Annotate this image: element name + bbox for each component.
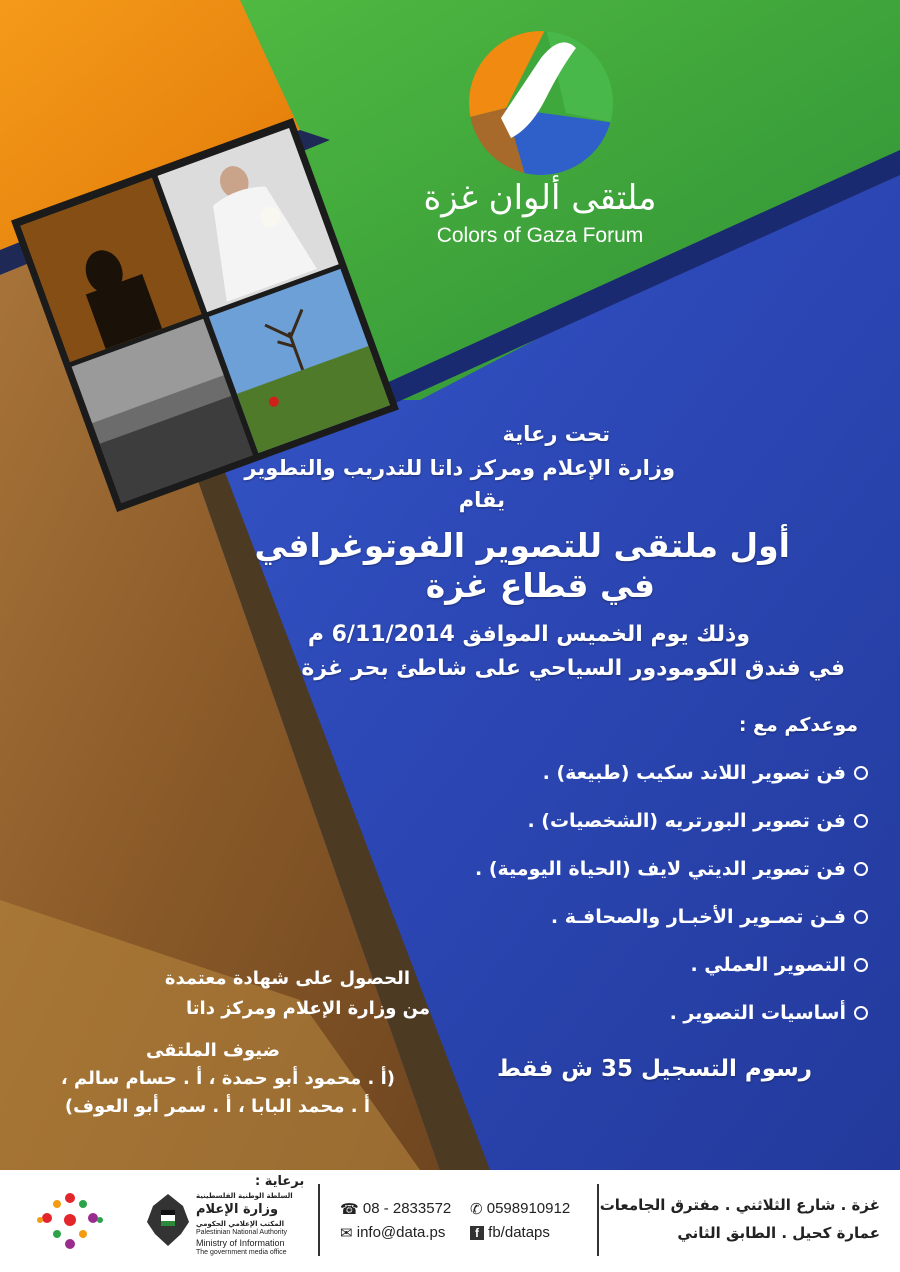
facebook-contact bbox=[470, 1224, 550, 1241]
sponsor-organizes: يقام bbox=[458, 488, 505, 512]
mobile-icon: ✆ bbox=[470, 1201, 483, 1219]
logo-title-en: Colors of Gaza Forum bbox=[436, 224, 644, 247]
guests-line2: أ . محمد البابا ، أ . سمر أبو العوف) bbox=[64, 1096, 370, 1117]
topic-item bbox=[551, 906, 868, 928]
photo-collage bbox=[0, 0, 900, 520]
mobile-number: 0598910912 bbox=[486, 1200, 571, 1217]
address-line1: غزة . شارع الثلاثني . مفترق الجامعات bbox=[599, 1196, 880, 1214]
sponsor-under: تحت رعاية bbox=[502, 422, 610, 446]
guests-line1: (أ . محمود أبو حمدة ، أ . حسام سالم ، bbox=[60, 1068, 395, 1089]
email-contact bbox=[340, 1224, 445, 1242]
topic-label: فن تصوير الديتي لايف (الحياة اليومية) . bbox=[475, 858, 846, 880]
topic-item bbox=[690, 954, 868, 976]
bullet-icon bbox=[854, 958, 868, 972]
data-center-logo bbox=[35, 1190, 105, 1252]
phone-number: 08 - 2833572 bbox=[362, 1200, 452, 1217]
topic-item bbox=[475, 858, 868, 880]
certificate-line1: الحصول على شهادة معتمدة bbox=[164, 968, 410, 989]
topic-label: التصوير العملي . bbox=[690, 954, 846, 976]
topic-label: فن تصوير اللاند سكيب (طبيعة) . bbox=[542, 762, 846, 784]
sponsor-orgs: وزارة الإعلام ومركز داتا للتدريب والتطوير bbox=[244, 456, 675, 480]
ministry-en2: Ministry of Information bbox=[196, 1238, 285, 1248]
guests-heading: ضيوف الملتقى bbox=[145, 1040, 280, 1061]
patronage-label: برعاية : bbox=[255, 1174, 305, 1189]
phone-icon: ☎ bbox=[340, 1201, 359, 1219]
topic-label: فـن تصـوير الأخبـار والصحافـة . bbox=[550, 906, 846, 928]
email-icon: ✉ bbox=[340, 1225, 353, 1243]
ministry-ar-small: السلطة الوطنية الفلسطينية bbox=[196, 1192, 293, 1200]
ministry-ar: وزارة الإعلام bbox=[196, 1202, 279, 1217]
event-title-line2: في قطاع غزة bbox=[425, 566, 655, 605]
topic-item bbox=[527, 810, 868, 832]
email-address: info@data.ps bbox=[356, 1224, 446, 1241]
ministry-sub: المكتب الإعلامي الحكومي bbox=[196, 1220, 285, 1228]
topic-label: فن تصوير البورتريه (الشخصيات) . bbox=[527, 810, 846, 832]
event-venue: في فندق الكومودور السياحي على شاطئ بحر غزة bbox=[301, 656, 845, 681]
facebook-handle: fb/dataps bbox=[488, 1224, 550, 1241]
bullet-icon bbox=[854, 862, 868, 876]
logo-title-ar: ملتقى ألوان غزة bbox=[423, 178, 657, 218]
topic-item bbox=[670, 1002, 868, 1024]
facebook-icon: f bbox=[470, 1226, 484, 1240]
ministry-en3: The government media office bbox=[196, 1249, 287, 1256]
topic-item bbox=[543, 762, 868, 784]
topics-heading: موعدكم مع : bbox=[738, 714, 858, 736]
ministry-emblem-icon bbox=[145, 1192, 191, 1248]
event-title-line1: أول ملتقى للتصوير الفوتوغرافي bbox=[254, 526, 790, 565]
bullet-icon bbox=[854, 766, 868, 780]
mobile-contact bbox=[470, 1200, 570, 1218]
ministry-en1: Palestinian National Authority bbox=[196, 1229, 288, 1236]
forum-logo bbox=[466, 28, 616, 178]
phone-contact bbox=[340, 1200, 451, 1218]
event-date: وذلك يوم الخميس الموافق 6/11/2014 م bbox=[307, 622, 750, 647]
bullet-icon bbox=[854, 910, 868, 924]
bullet-icon bbox=[854, 814, 868, 828]
topic-label: أساسيات التصوير . bbox=[669, 1002, 846, 1024]
bullet-icon bbox=[854, 1006, 868, 1020]
certificate-line2: من وزارة الإعلام ومركز داتا bbox=[186, 998, 430, 1019]
footer-divider bbox=[318, 1184, 320, 1256]
registration-fee: رسوم التسجيل 35 ش فقط bbox=[497, 1056, 812, 1082]
address-line2: عمارة كحيل . الطابق الثاني bbox=[677, 1224, 880, 1242]
footer bbox=[0, 1170, 900, 1272]
footer-divider bbox=[597, 1184, 599, 1256]
